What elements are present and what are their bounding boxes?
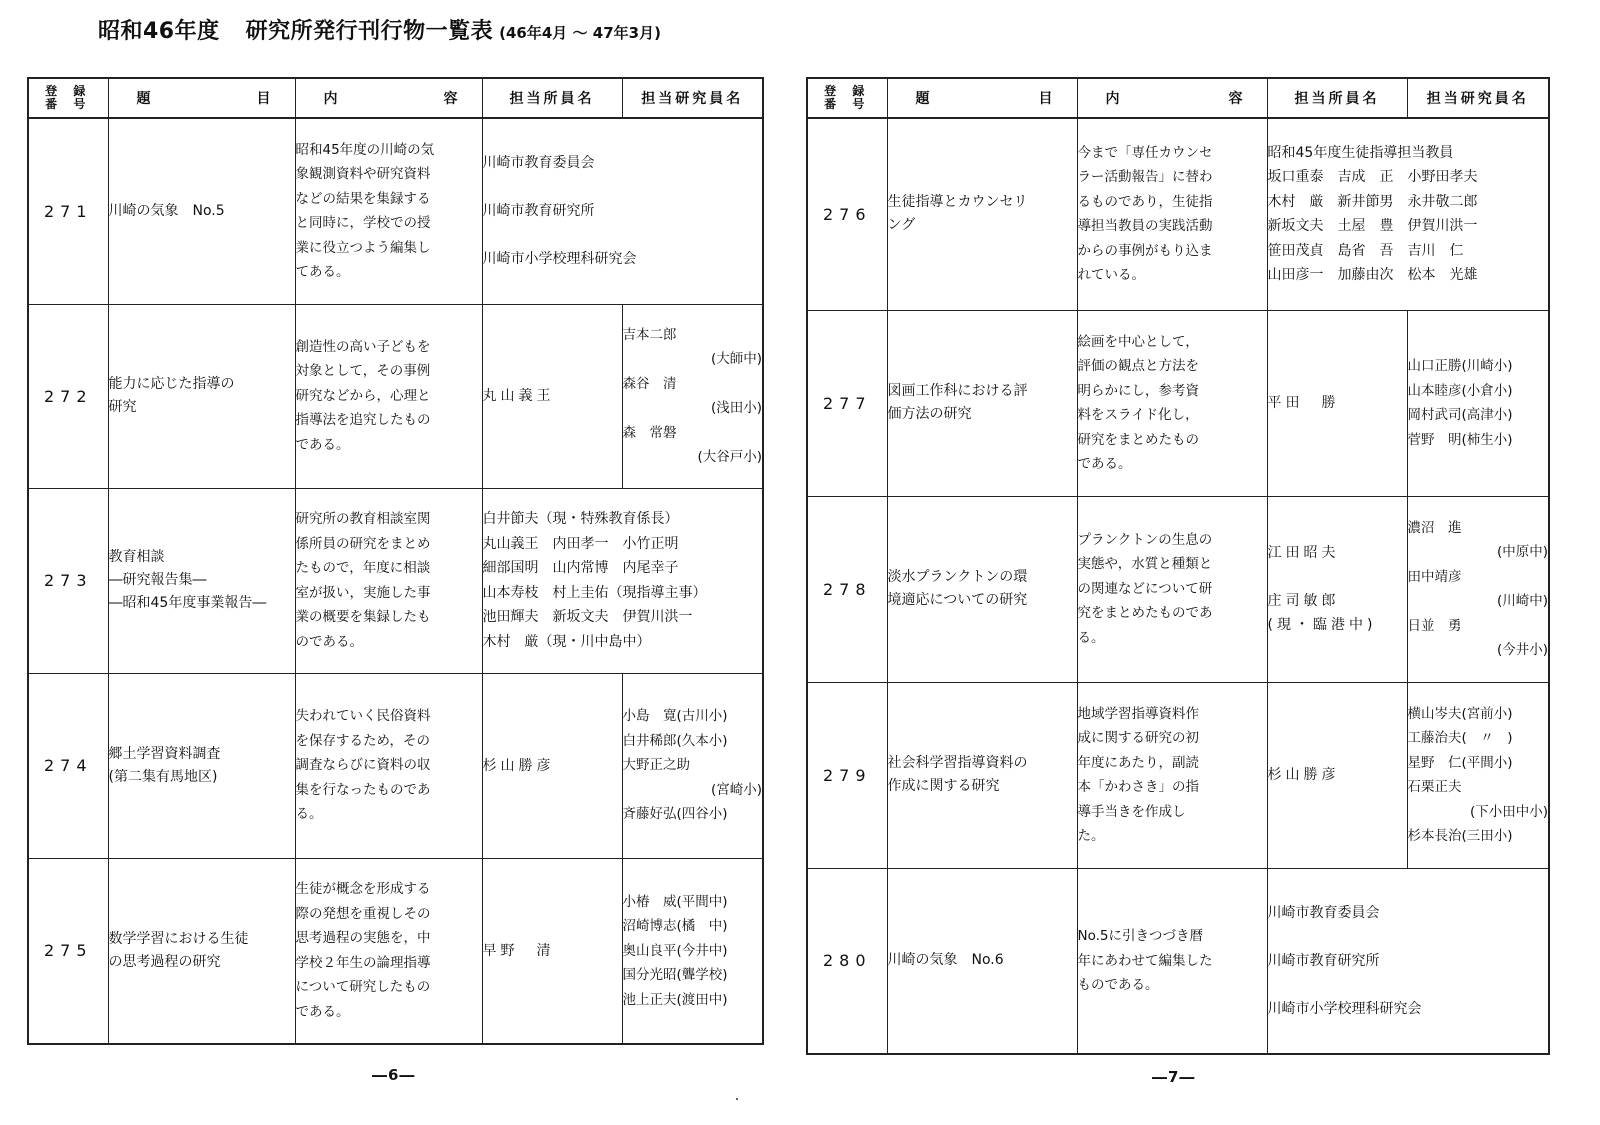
text-line: 杉本長治(三田小) xyxy=(1407,828,1513,844)
text-line: 山田彦一 加藤由次 松本 光雄 xyxy=(1267,267,1478,284)
text-line: た。 xyxy=(1077,828,1105,844)
text-line: 横山岑夫(宮前小) xyxy=(1407,705,1513,722)
text-line: 坂口重泰 吉成 正 小野田孝夫 xyxy=(1267,169,1478,186)
staff-name xyxy=(482,858,622,1044)
text-line: 価方法の研究 xyxy=(887,406,972,422)
text-line: (今井小) xyxy=(1496,642,1548,658)
text-line: 成に関する研究の初 xyxy=(1077,730,1199,746)
text-line: 杉山勝彦 xyxy=(482,757,555,774)
text-line: 細部国明 山内常博 内尾幸子 xyxy=(482,560,679,576)
publication-content xyxy=(1077,868,1267,1054)
text-line: (現・臨港中) xyxy=(1267,617,1377,633)
text-line: 大野正之助 xyxy=(622,757,690,774)
text-line: 川崎市教育研究所 xyxy=(482,203,595,220)
text-line: (川崎中) xyxy=(1496,593,1548,609)
text-line: れている。 xyxy=(1077,267,1145,284)
text-line: 小椿 威(平間中) xyxy=(622,893,728,910)
publication-title xyxy=(887,868,1077,1054)
text-line: 新坂文夫 土屋 豊 伊賀川洪一 xyxy=(1267,218,1478,235)
text-line: 木村 厳（現・川中島中） xyxy=(482,633,651,650)
text-line: 早野 清 xyxy=(482,942,555,959)
text-line: 岡村武司(高津小) xyxy=(1407,407,1513,423)
researcher-names xyxy=(622,304,763,488)
publication-title xyxy=(108,304,295,488)
text-line: 思考過程の実態を，中 xyxy=(295,930,431,947)
text-line: 森谷 清 xyxy=(622,375,677,392)
text-line: 作成に関する研究 xyxy=(887,778,1000,794)
text-line: 丸山義王 xyxy=(482,388,555,404)
text-line: と同時に，学校での授 xyxy=(295,215,431,232)
text-line: 吉本二郎 xyxy=(622,326,677,343)
text-line: 年にあわせて編集した xyxy=(1077,952,1213,969)
text-line: (中原中) xyxy=(1496,544,1548,560)
text-line: 研究所の教育相談室関 xyxy=(295,511,431,527)
text-line: 業の概要を集録したも xyxy=(295,609,431,625)
header-register-no: 登 録 番 号 xyxy=(807,78,887,118)
researcher-names xyxy=(1407,310,1549,496)
table-header-row xyxy=(807,78,1549,118)
text-line: 白井稀郎(久本小) xyxy=(622,732,728,749)
publication-content xyxy=(295,118,482,304)
publication-content xyxy=(1077,310,1267,496)
register-number: 272 xyxy=(28,304,108,488)
register-number: 275 xyxy=(28,858,108,1044)
text-line: 図画工作科における評 xyxy=(887,383,1028,399)
text-line: (大谷戸小) xyxy=(697,449,762,465)
text-line: 境適応についての研究 xyxy=(887,592,1028,608)
text-line: 数学学習における生徒 xyxy=(108,930,249,947)
publication-title xyxy=(887,682,1077,868)
text-line: 実態や，水質と種類と xyxy=(1077,556,1213,573)
text-line: 森 常磐 xyxy=(622,424,677,441)
text-line: の思考過程の研究 xyxy=(108,953,221,970)
responsible-parties xyxy=(482,488,763,673)
text-line: のである。 xyxy=(295,633,363,650)
text-line: プランクトンの生息の xyxy=(1077,531,1213,548)
header-content: 内 容 xyxy=(1077,78,1267,118)
table-row xyxy=(28,858,763,1044)
text-line: 象観測資料や研究資料 xyxy=(295,166,431,183)
text-line: 淡水プランクトンの環 xyxy=(887,569,1028,585)
text-line: 小島 寛(古川小) xyxy=(622,708,728,725)
text-line: 今まで「専任カウンセ xyxy=(1077,144,1213,161)
table-row xyxy=(807,118,1549,310)
header-staff: 担当所員名 xyxy=(1267,78,1407,118)
text-line: 池上正夫(渡田中) xyxy=(622,991,728,1008)
header-content: 内 容 xyxy=(295,78,482,118)
text-line: ―昭和45年度事業報告― xyxy=(108,595,267,611)
text-line: 社会科学習指導資料の xyxy=(887,755,1028,771)
text-line: ものである。 xyxy=(1077,977,1159,993)
text-line: 山本寿枝 村上圭佑（現指導主事） xyxy=(482,584,707,601)
text-line: 対象として，その事例 xyxy=(295,363,431,380)
text-line: の関連などについて研 xyxy=(1077,580,1213,597)
text-line: 星野 仁(平間小) xyxy=(1407,754,1513,771)
text-line: 明らかにし，参考資 xyxy=(1077,382,1199,399)
header-staff: 担当所員名 xyxy=(482,78,622,118)
text-line: などの結果を集録する xyxy=(295,190,431,207)
text-line: (下小田中小) xyxy=(1469,803,1548,820)
text-line: 国分光昭(聾学校) xyxy=(622,967,728,983)
text-line: である。 xyxy=(1077,456,1132,472)
publication-content xyxy=(295,673,482,858)
text-line: る。 xyxy=(295,806,323,823)
publication-content xyxy=(295,304,482,488)
text-line: No.5に引きつづき暦 xyxy=(1077,928,1204,944)
researcher-names xyxy=(622,673,763,858)
register-number: 273 xyxy=(28,488,108,673)
header-title: 題 目 xyxy=(108,78,295,118)
staff-name xyxy=(482,304,622,488)
text-line: である。 xyxy=(295,1003,350,1020)
text-line: 業に役立つよう編集し xyxy=(295,239,431,256)
text-line: 川崎市教育委員会 xyxy=(482,155,595,172)
text-line: 川崎市教育委員会 xyxy=(1267,904,1380,921)
text-line: 田中靖彦 xyxy=(1407,568,1462,585)
text-line: ング xyxy=(887,217,916,234)
text-line: たもので，年度に相談 xyxy=(295,560,431,576)
publication-content xyxy=(295,858,482,1044)
publication-content xyxy=(1077,118,1267,310)
text-line: 地域学習指導資料作 xyxy=(1077,705,1199,722)
text-line: 昭和45年度生徒指導担当教員 xyxy=(1267,144,1454,161)
register-number: 280 xyxy=(807,868,887,1054)
publication-content xyxy=(295,488,482,673)
text-line: る。 xyxy=(1077,629,1105,646)
text-line: について研究したもの xyxy=(295,979,431,996)
staff-name xyxy=(482,673,622,858)
table-row xyxy=(807,310,1549,496)
text-line: 料をスライド化し， xyxy=(1077,407,1199,423)
publication-title xyxy=(887,496,1077,682)
researcher-names xyxy=(1407,496,1549,682)
publication-title xyxy=(108,858,295,1044)
scan-speck xyxy=(736,1098,738,1100)
text-line: 庄司敏郎 xyxy=(1267,593,1340,609)
text-line: 調査ならびに資料の収 xyxy=(295,757,431,774)
text-line: 学校２年生の論理指導 xyxy=(295,954,431,971)
text-line: 生徒が概念を形成する xyxy=(295,881,431,898)
text-line: (第二集有馬地区) xyxy=(108,768,218,785)
text-line: 濃沼 進 xyxy=(1407,519,1462,536)
text-line: 丸山義王 内田孝一 小竹正明 xyxy=(482,535,679,552)
text-line: 失われていく民俗資料 xyxy=(295,708,431,725)
text-line: 川崎市小学校理科研究会 xyxy=(482,251,637,268)
table-row xyxy=(28,673,763,858)
responsible-parties xyxy=(1267,118,1549,310)
text-line: (大師中) xyxy=(710,351,762,367)
page-number-left: ―6― xyxy=(372,1066,416,1084)
text-line: (浅田小) xyxy=(710,400,762,416)
text-line: 研究をまとめたもの xyxy=(1077,431,1199,448)
researcher-names xyxy=(622,858,763,1044)
publication-table-right xyxy=(806,77,1550,1055)
text-line: 江田昭夫 xyxy=(1267,545,1340,561)
table-header-row xyxy=(28,78,763,118)
title-period: (46年4月 ～ 47年3月) xyxy=(499,24,661,42)
register-number: 274 xyxy=(28,673,108,858)
header-register-no: 登 録 番 号 xyxy=(28,78,108,118)
text-line: 本「かわさき」の指 xyxy=(1077,779,1199,795)
text-line: 昭和45年度の川崎の気 xyxy=(295,141,435,158)
table-row xyxy=(807,496,1549,682)
text-line: 集を行なったものであ xyxy=(295,781,431,798)
text-line: 菅野 明(柿生小) xyxy=(1407,431,1513,448)
text-line: 際の発想を重視しその xyxy=(295,905,431,922)
table-row xyxy=(807,868,1549,1054)
publication-content xyxy=(1077,682,1267,868)
text-line: 研究 xyxy=(108,399,137,415)
document-title xyxy=(98,14,661,45)
text-line: 川崎の気象 No.5 xyxy=(108,202,225,219)
text-line: るものであり，生徒指 xyxy=(1077,193,1213,210)
staff-name xyxy=(1267,682,1407,868)
responsible-parties xyxy=(482,118,763,304)
text-line: 木村 厳 新井節男 永井敬二郎 xyxy=(1267,193,1478,210)
researcher-names xyxy=(1407,682,1549,868)
text-line: 斉藤好弘(四谷小) xyxy=(622,806,728,823)
text-line: 山口正勝(川崎小) xyxy=(1407,358,1513,374)
text-line: 究をまとめたものであ xyxy=(1077,605,1213,622)
text-line: てある。 xyxy=(295,264,350,281)
text-line: 導手当きを作成し xyxy=(1077,803,1186,820)
title-year: 昭和46年度 xyxy=(98,19,220,44)
text-line: 生徒指導とカウンセリ xyxy=(887,194,1028,211)
text-line: 研究などから，心理と xyxy=(295,387,431,404)
publication-title xyxy=(887,118,1077,310)
text-line: 川崎市小学校理科研究会 xyxy=(1267,1000,1422,1017)
text-line: 能力に応じた指導の xyxy=(108,376,235,392)
text-line: ―研究報告集― xyxy=(108,572,207,588)
staff-name xyxy=(1267,310,1407,496)
register-number: 279 xyxy=(807,682,887,868)
text-line: 杉山勝彦 xyxy=(1267,767,1340,783)
text-line: 評価の観点と方法を xyxy=(1077,358,1199,374)
register-number: 271 xyxy=(28,118,108,304)
text-line: (宮崎小) xyxy=(710,781,762,798)
text-line: 創造性の高い子どもを xyxy=(295,338,431,355)
text-line: からの事例がもり込ま xyxy=(1077,242,1213,259)
text-line: 川崎の気象 No.6 xyxy=(887,952,1004,969)
page-number-right: ―7― xyxy=(1152,1068,1196,1086)
responsible-parties xyxy=(1267,868,1549,1054)
header-researchers: 担当研究員名 xyxy=(622,78,763,118)
text-line: 室が扱い，実施した事 xyxy=(295,584,431,601)
publication-table-left xyxy=(27,77,764,1045)
text-line: ラー活動報告」に替わ xyxy=(1077,169,1213,186)
text-line: 日並 勇 xyxy=(1407,617,1462,634)
header-title: 題 目 xyxy=(887,78,1077,118)
text-line: 沼崎博志(橘 中) xyxy=(622,918,728,934)
staff-name xyxy=(1267,496,1407,682)
text-line: 奥山良平(今井中) xyxy=(622,942,728,959)
publication-title xyxy=(108,118,295,304)
header-researchers: 担当研究員名 xyxy=(1407,78,1549,118)
text-line: 白井節夫（現・特殊教育係長） xyxy=(482,511,679,527)
text-line: 山本睦彦(小倉小) xyxy=(1407,382,1513,399)
table-row xyxy=(28,118,763,304)
text-line: 川崎市教育研究所 xyxy=(1267,952,1380,969)
title-main: 研究所発行刊行物一覧表 xyxy=(245,19,494,44)
text-line: 石栗正夫 xyxy=(1407,779,1462,795)
text-line: 工藤治夫( 〃 ) xyxy=(1407,730,1513,746)
publication-title xyxy=(887,310,1077,496)
text-line: を保存するため，その xyxy=(295,732,430,749)
register-number: 276 xyxy=(807,118,887,310)
text-line: 池田輝夫 新坂文夫 伊賀川洪一 xyxy=(482,609,693,625)
publication-title xyxy=(108,488,295,673)
text-line: 笹田茂貞 島省 吾 吉川 仁 xyxy=(1267,242,1464,259)
text-line: 係所員の研究をまとめ xyxy=(295,535,431,552)
register-number: 278 xyxy=(807,496,887,682)
table-row xyxy=(28,488,763,673)
text-line: 郷土学習資料調査 xyxy=(108,745,221,762)
text-line: 指導法を追究したもの xyxy=(295,412,431,429)
publication-content xyxy=(1077,496,1267,682)
table-row xyxy=(28,304,763,488)
text-line: 教育相談 xyxy=(108,549,165,565)
publication-title xyxy=(108,673,295,858)
register-number: 277 xyxy=(807,310,887,496)
table-row xyxy=(807,682,1549,868)
text-line: 平田 勝 xyxy=(1267,395,1340,411)
text-line: である。 xyxy=(295,436,350,453)
text-line: 絵画を中心として， xyxy=(1077,333,1199,350)
text-line: 年度にあたり，副読 xyxy=(1077,754,1199,771)
text-line: 導担当教員の実践活動 xyxy=(1077,218,1213,235)
